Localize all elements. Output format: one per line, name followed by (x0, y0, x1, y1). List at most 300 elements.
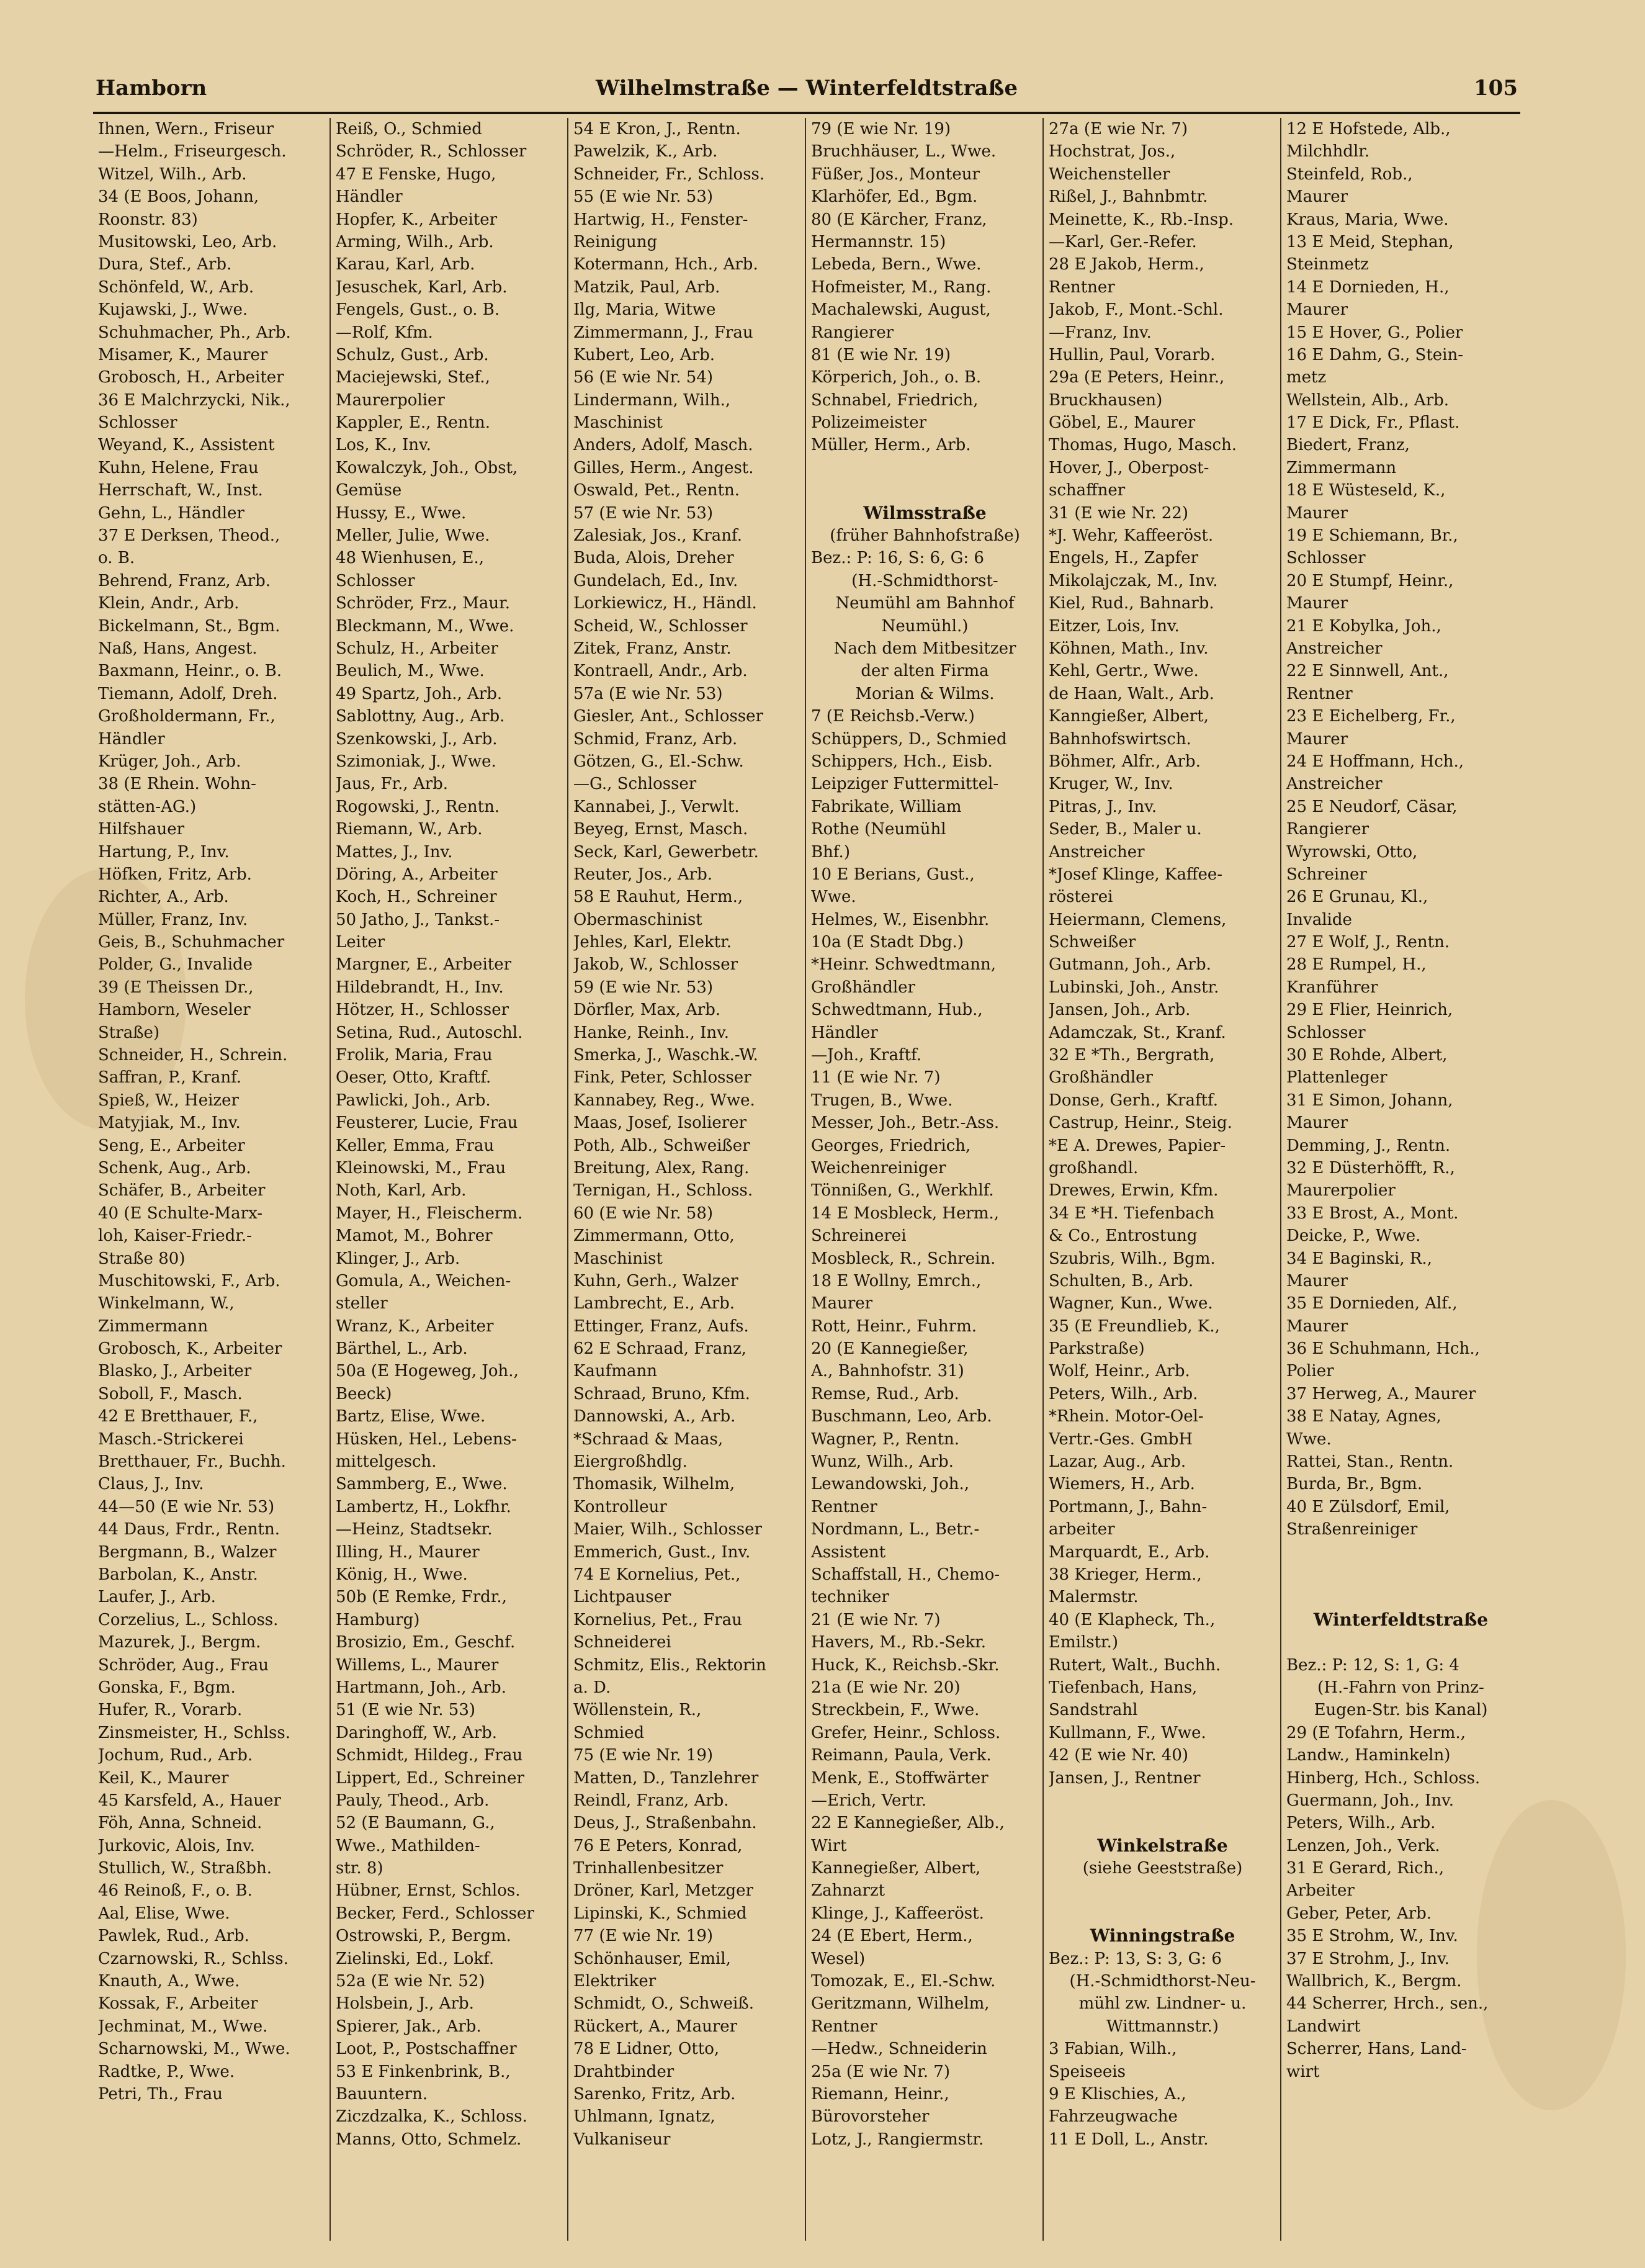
directory-entry: Rentner (1286, 684, 1353, 703)
directory-entry: Mazurek, J., Bergm. (98, 1633, 261, 1652)
directory-entry: Reinigung (573, 232, 658, 251)
street-note: Neumühl am Bahnhof (835, 594, 1015, 613)
directory-entry: Bleckmann, M., Wwe. (336, 616, 514, 636)
directory-entry: Anstreicher (1286, 639, 1383, 658)
directory-entry: Schraad, Bruno, Kfm. (573, 1384, 750, 1403)
directory-entry: Rangierer (811, 323, 894, 342)
directory-entry: Bez.: P: 16, S: 6, G: 6 (811, 549, 984, 568)
directory-entry: Lazar, Aug., Arb. (1049, 1452, 1186, 1472)
directory-entry: Maier, Wilh., Schlosser (573, 1520, 762, 1539)
directory-entry: Wunz, Wilh., Arb. (811, 1452, 954, 1472)
directory-entry: Riemann, W., Arb. (336, 820, 483, 839)
directory-entry: Havers, M., Rb.-Sekr. (811, 1633, 987, 1652)
directory-entry: Hartmann, Joh., Arb. (336, 1678, 506, 1697)
directory-entry: Streckbein, F., Wwe. (811, 1701, 980, 1720)
directory-entry: 46 Reinoß, F., o. B. (98, 1881, 253, 1901)
directory-entry: Schreinerei (811, 1226, 907, 1246)
directory-entry: Eitzer, Lois, Inv. (1049, 616, 1180, 636)
directory-entry: Hinberg, Hch., Schloss. (1286, 1768, 1481, 1788)
directory-entry: 58 E Rauhut, Herm., (573, 888, 743, 907)
directory-entry: Schenk, Aug., Arb. (98, 1158, 251, 1177)
directory-entry: Maurer (1286, 1271, 1348, 1290)
directory-entry: Föh, Anna, Schneid. (98, 1814, 262, 1833)
directory-entry: Bhf.) (811, 842, 850, 862)
directory-entry: Kannegießer, Albert, (811, 1859, 981, 1878)
directory-entry: Thomas, Hugo, Masch. (1049, 436, 1237, 455)
directory-entry: Weichenreiniger (811, 1158, 946, 1177)
directory-entry: Speiseeis (1049, 2062, 1126, 2081)
directory-entry: Kehl, Gertr., Wwe. (1049, 662, 1199, 681)
directory-entry: Stullich, W., Straßbh. (98, 1859, 272, 1878)
directory-entry: Landw., Haminkeln) (1286, 1746, 1451, 1765)
directory-entry: Hübner, Ernst, Schlos. (336, 1881, 521, 1901)
directory-entry: Gundelach, Ed., Inv. (573, 571, 738, 590)
directory-entry: Kubert, Leo, Arb. (573, 345, 715, 364)
street-note: (H.-Fahrn von Prinz- (1317, 1678, 1484, 1697)
directory-entry: Georges, Friedrich, (811, 1136, 971, 1155)
directory-entry: Trinhallenbesitzer (573, 1859, 724, 1878)
directory-entry: Maurer (1286, 1114, 1348, 1133)
directory-entry: Lambrecht, E., Arb. (573, 1294, 735, 1313)
street-note: Wittmannstr.) (1106, 2017, 1219, 2036)
directory-entry: Leipziger Futtermittel- (811, 775, 999, 794)
directory-entry: 44—50 (E wie Nr. 53) (98, 1497, 275, 1516)
directory-entry: Schlosser (1286, 1023, 1366, 1042)
directory-entry: Hartwig, H., Fenster- (573, 210, 748, 229)
directory-entry: Petri, Th., Frau (98, 2084, 223, 2104)
directory-entry: Donse, Gerh., Kraftf. (1049, 1091, 1219, 1110)
directory-entry: 35 E Strohm, W., Inv. (1286, 1927, 1458, 1946)
directory-entry: Lorkiewicz, H., Händl. (573, 594, 757, 613)
directory-entry: 20 E Stumpf, Heinr., (1286, 571, 1454, 590)
directory-entry: Saffran, P., Kranf. (98, 1068, 242, 1087)
directory-entry: Fabrikate, William (811, 797, 962, 816)
directory-entry: Helmes, W., Eisenbhr. (811, 910, 990, 929)
directory-entry: Bahnhofswirtsch. (1049, 729, 1191, 749)
directory-entry: Hamburg) (336, 1610, 420, 1629)
column-6 (1281, 118, 1519, 2241)
directory-entry: Portmann, J., Bahn- (1049, 1497, 1208, 1516)
directory-entry: Maurer (1286, 729, 1348, 749)
directory-entry: Dörfler, Max, Arb. (573, 1001, 721, 1020)
directory-entry: 34 (E Boos, Johann, (98, 187, 259, 207)
directory-entry: Kruger, W., Inv. (1049, 775, 1173, 794)
directory-entry: Bergmann, B., Walzer (98, 1542, 277, 1562)
directory-entry: Matyjiak, M., Inv. (98, 1114, 241, 1133)
directory-entry: Beulich, M., Wwe. (336, 662, 485, 681)
directory-entry: 28 E Rumpel, H., (1286, 955, 1427, 974)
directory-entry: 12 E Hofstede, Alb., (1286, 120, 1451, 138)
directory-entry: Jehles, Karl, Elektr. (573, 933, 732, 952)
directory-entry: Winkelmann, W., (98, 1294, 235, 1313)
directory-entry: Schröder, R., Schlosser (336, 142, 527, 161)
directory-entry: 20 (E Kannegießer, (811, 1339, 969, 1359)
directory-entry: Lippert, Ed., Schreiner (336, 1768, 524, 1788)
directory-entry: Mosbleck, R., Schrein. (811, 1249, 996, 1268)
directory-entry: Schneiderei (573, 1633, 671, 1652)
directory-entry: 57 (E wie Nr. 53) (573, 503, 714, 523)
directory-entry: Roonstr. 83) (98, 210, 198, 229)
header-town: Hamborn (96, 76, 207, 101)
directory-entry: Pawlicki, Joh., Arb. (336, 1091, 491, 1110)
directory-entry: Dura, Stef., Arb. (98, 255, 232, 274)
directory-entry: de Haan, Walt., Arb. (1049, 684, 1214, 703)
column-3 (568, 118, 806, 2241)
blank-line (811, 457, 1039, 479)
directory-entry: Geritzmann, Wilhelm, (811, 1994, 990, 2014)
directory-entry: Schneider, Fr., Schloss. (573, 164, 765, 184)
directory-entry: Mamot, M., Bohrer (336, 1226, 493, 1246)
directory-entry: 17 E Dick, Fr., Pflast. (1286, 413, 1460, 433)
directory-entry: Kujawski, J., Wwe. (98, 300, 248, 320)
directory-entry: Schmied (573, 1723, 645, 1742)
directory-entry: Trugen, B., Wwe. (811, 1091, 953, 1110)
directory-entry: Schmidt, O., Schweiß. (573, 1994, 755, 2014)
directory-entry: Müller, Franz, Inv. (98, 910, 248, 929)
directory-entry: Hamborn, Weseler (98, 1001, 251, 1020)
directory-entry: Jesuschek, Karl, Arb. (336, 277, 508, 297)
directory-entry: Bartz, Elise, Wwe. (336, 1407, 486, 1426)
directory-entry: Wagner, P., Rentn. (811, 1429, 960, 1449)
directory-entry: Reindl, Franz, Arb. (573, 1791, 729, 1810)
directory-entry: Menk, E., Stoffwärter (811, 1768, 988, 1788)
directory-entry: Rißel, J., Bahnbmtr. (1049, 187, 1208, 207)
directory-entry: Jurkovic, Alois, Inv. (98, 1836, 255, 1855)
directory-entry: —Franz, Inv. (1049, 323, 1152, 342)
directory-entry: 38 E Natay, Agnes, (1286, 1407, 1441, 1426)
directory-entry: Sarenko, Fritz, Arb. (573, 2084, 736, 2104)
directory-entry: Setina, Rud., Autoschl. (336, 1023, 523, 1042)
directory-entry: *Josef Klinge, Kaffee- (1049, 865, 1223, 884)
directory-entry: Poth, Alb., Schweißer (573, 1136, 750, 1155)
directory-entry: Drewes, Erwin, Kfm. (1049, 1181, 1219, 1200)
directory-entry: Kannabey, Reg., Wwe. (573, 1091, 755, 1110)
directory-entry: 49 Spartz, Joh., Arb. (336, 684, 503, 703)
directory-entry: Wallbrich, K., Bergm. (1286, 1972, 1462, 1991)
directory-entry: Seder, B., Maler u. (1049, 820, 1202, 839)
directory-entry: 37 E Derksen, Theod., (98, 526, 280, 546)
directory-entry: Rogowski, J., Rentn. (336, 797, 500, 816)
directory-entry: 51 (E wie Nr. 53) (336, 1701, 476, 1720)
directory-entry: Scheid, W., Schlosser (573, 616, 748, 636)
directory-entry: 27a (E wie Nr. 7) (1049, 120, 1188, 138)
directory-entry: 40 (E Klapheck, Th., (1049, 1610, 1216, 1629)
directory-entry: 36 E Schuhmann, Hch., (1286, 1339, 1480, 1359)
directory-entry: Plattenleger (1286, 1068, 1387, 1087)
directory-entry: Gilles, Herm., Angest. (573, 458, 754, 477)
directory-entry: Kranführer (1286, 978, 1378, 997)
directory-entry: Anstreicher (1049, 842, 1145, 862)
directory-entry: Schmid, Franz, Arb. (573, 729, 738, 749)
directory-entry: Bürovorsteher (811, 2107, 930, 2126)
directory-entry: *E A. Drewes, Papier- (1049, 1136, 1226, 1155)
directory-entry: 56 (E wie Nr. 54) (573, 368, 714, 387)
directory-entry: Lindermann, Wilh., (573, 390, 731, 410)
directory-entry: Spierer, Jak., Arb. (336, 2017, 482, 2036)
directory-entry: Buschmann, Leo, Arb. (811, 1407, 992, 1426)
directory-entry: Müller, Herm., Arb. (811, 436, 971, 455)
directory-entry: Kuhn, Gerh., Walzer (573, 1271, 738, 1290)
directory-entry: 77 (E wie Nr. 19) (573, 1927, 714, 1946)
directory-entry: Maurerpolier (336, 390, 445, 410)
directory-entry: 29a (E Peters, Heinr., (1049, 368, 1225, 387)
directory-entry: Emilstr.) (1049, 1633, 1119, 1652)
directory-entry: Wellstein, Alb., Arb. (1286, 390, 1450, 410)
directory-entry: Kannabei, J., Verwlt. (573, 797, 740, 816)
directory-entry: Baxmann, Heinr., o. B. (98, 662, 282, 681)
directory-entry: Schüppers, D., Schmied (811, 729, 1007, 749)
directory-entry: 55 (E wie Nr. 53) (573, 187, 714, 207)
street-note: (siehe Geeststraße) (1082, 1859, 1243, 1878)
directory-entry: Radtke, P., Wwe. (98, 2062, 235, 2081)
directory-entry: Maurer (1286, 594, 1348, 613)
directory-entry: Großhändler (1049, 1068, 1153, 1087)
directory-entry: 35 (E Freundlieb, K., (1049, 1316, 1220, 1336)
directory-entry: Anders, Adolf, Masch. (573, 436, 753, 455)
directory-entry: Schweißer (1049, 933, 1136, 952)
directory-entry: 57a (E wie Nr. 53) (573, 684, 723, 703)
directory-entry: Händler (811, 1023, 878, 1042)
directory-entry: Klarhöfer, Ed., Bgm. (811, 187, 978, 207)
directory-entry: Sammberg, E., Wwe. (336, 1475, 508, 1494)
directory-entry: Ihnen, Wern., Friseur (98, 120, 274, 138)
directory-entry: Lewandowski, Joh., (811, 1475, 969, 1494)
street-note: der alten Firma (861, 662, 989, 681)
directory-entry: 54 E Kron, J., Rentn. (573, 120, 741, 138)
directory-entry: Fengels, Gust., o. B. (336, 300, 500, 320)
directory-entry: Zielinski, Ed., Lokf. (336, 1949, 495, 1968)
directory-entry: 31 (E wie Nr. 22) (1049, 503, 1189, 523)
directory-entry: Manns, Otto, Schmelz. (336, 2130, 522, 2149)
directory-entry: Hochstrat, Jos., (1049, 142, 1176, 161)
directory-entry: Tiefenbach, Hans, (1049, 1678, 1198, 1697)
directory-entry: Zimmermann (1286, 458, 1397, 477)
directory-entry: Lipinski, K., Schmied (573, 1904, 747, 1923)
directory-entry: Wwe. (1286, 1429, 1332, 1449)
directory-entry: Breitung, Alex, Rang. (573, 1158, 750, 1177)
directory-entry: Hofmeister, M., Rang. (811, 277, 992, 297)
directory-entry: Händler (98, 729, 165, 749)
directory-entry: —Karl, Ger.-Refer. (1049, 232, 1197, 251)
directory-entry: Jochum, Rud., Arb. (98, 1746, 253, 1765)
directory-entry: 21 (E wie Nr. 7) (811, 1610, 941, 1629)
directory-entry: Händler (336, 187, 403, 207)
directory-entry: Arbeiter (1286, 1881, 1355, 1901)
directory-entry: Schlosser (98, 413, 177, 433)
directory-entry: Schröder, Frz., Maur. (336, 594, 510, 613)
directory-entry: Giesler, Ant., Schlosser (573, 707, 763, 726)
directory-entry: Jakob, F., Mont.-Schl. (1049, 300, 1224, 320)
directory-entry: 22 E Kannegießer, Alb., (811, 1814, 1005, 1833)
directory-entry: —Helm., Friseurgesch. (98, 142, 287, 161)
directory-entry: 76 E Peters, Konrad, (573, 1836, 743, 1855)
directory-entry: 31 E Gerard, Rich., (1286, 1859, 1445, 1878)
directory-entry: Gemüse (336, 481, 402, 500)
directory-entry: Weichensteller (1049, 164, 1170, 184)
directory-entry: Ternigan, H., Schloss. (573, 1181, 753, 1200)
directory-entry: Schulz, Gust., Arb. (336, 345, 489, 364)
directory-entry: Los, K., Inv. (336, 436, 431, 455)
directory-entry: 62 E Schraad, Franz, (573, 1339, 746, 1359)
directory-entry: 22 E Sinnwell, Ant., (1286, 662, 1449, 681)
directory-entry: Steinfeld, Rob., (1286, 164, 1413, 184)
header-street-range: Wilhelmstraße — Winterfeldtstraße (596, 76, 1018, 101)
directory-entry: Smerka, J., Waschk.-W. (573, 1046, 758, 1065)
directory-entry: 16 E Dahm, G., Stein- (1286, 345, 1463, 364)
directory-entry: Leiter (336, 933, 385, 952)
street-note: (H.-Schmidthorst- (851, 571, 998, 590)
street-note: Nach dem Mitbesitzer (833, 639, 1016, 658)
directory-entry: Musitowski, Leo, Arb. (98, 232, 277, 251)
blank-line (1049, 1812, 1276, 1834)
directory-entry: —Erich, Vertr. (811, 1791, 927, 1810)
directory-entry: Sablottny, Aug., Arb. (336, 707, 505, 726)
directory-entry: Corzelius, L., Schloss. (98, 1610, 279, 1629)
directory-entry: & Co., Entrostung (1049, 1226, 1198, 1246)
directory-entry: Richter, A., Arb. (98, 888, 229, 907)
directory-entry: 35 E Dornieden, Alf., (1286, 1294, 1458, 1313)
directory-entry: Bauuntern. (336, 2084, 428, 2104)
directory-entry: Klein, Andr., Arb. (98, 594, 240, 613)
directory-entry: 15 E Hover, G., Polier (1286, 323, 1463, 342)
directory-entry: 80 (E Kärcher, Franz, (811, 210, 987, 229)
street-heading: Winningstraße (1090, 1925, 1235, 1946)
directory-entry: Kraus, Maria, Wwe. (1286, 210, 1449, 229)
directory-entry: Gomula, A., Weichen- (336, 1271, 511, 1290)
directory-entry: 9 E Klischies, A., (1049, 2084, 1186, 2104)
directory-entry: Engels, H., Zapfer (1049, 549, 1199, 568)
street-heading: Winkelstraße (1097, 1835, 1228, 1856)
directory-entry: Kontraell, Andr., Arb. (573, 662, 748, 681)
directory-entry: Rattei, Stan., Rentn. (1286, 1452, 1454, 1472)
directory-entry: Kontrolleur (573, 1497, 667, 1516)
directory-entry: Schönfeld, W., Arb. (98, 277, 254, 297)
column-5 (1044, 118, 1281, 2241)
directory-entry: 53 E Finkenbrink, B., (336, 2062, 511, 2081)
directory-entry: Aal, Elise, Wwe. (98, 1904, 230, 1923)
directory-entry: Schreiner (1286, 865, 1367, 884)
directory-entry: Schneider, H., Schrein. (98, 1046, 288, 1065)
directory-entry: Bretthauer, Fr., Buchh. (98, 1452, 286, 1472)
directory-entry: 74 E Kornelius, Pet., (573, 1565, 741, 1584)
directory-entry: Grobosch, H., Arbeiter (98, 368, 284, 387)
directory-entry: Zimmermann, Otto, (573, 1226, 735, 1246)
directory-entry: Invalide (1286, 910, 1352, 929)
directory-entry: 38 (E Rhein. Wohn- (98, 775, 256, 794)
directory-entry: Machalewski, August, (811, 300, 991, 320)
directory-entry: 13 E Meid, Stephan, (1286, 232, 1454, 251)
directory-entry: —G., Schlosser (573, 775, 697, 794)
directory-entry: Emmerich, Gust., Inv. (573, 1542, 751, 1562)
directory-entry: Castrup, Heinr., Steig. (1049, 1114, 1232, 1133)
directory-entry: Knauth, A., Wwe. (98, 1972, 240, 1991)
directory-entry: Drahtbinder (573, 2062, 675, 2081)
directory-entry: Meller, Julie, Wwe. (336, 526, 490, 546)
blank-line (1286, 1586, 1515, 1608)
directory-entry: Maschinist (573, 1249, 663, 1268)
directory-entry: Schönhauser, Emil, (573, 1949, 731, 1968)
directory-entry: Ilg, Maria, Witwe (573, 300, 716, 320)
directory-entry: Hartung, P., Inv. (98, 842, 230, 862)
directory-entry: Peters, Wilh., Arb. (1049, 1384, 1198, 1403)
directory-entry: Schuhmacher, Ph., Arb. (98, 323, 291, 342)
directory-entry: Uhlmann, Ignatz, (573, 2107, 715, 2126)
directory-entry: *Heinr. Schwedtmann, (811, 955, 996, 974)
directory-entry: Seng, E., Arbeiter (98, 1136, 245, 1155)
directory-entry: Jansen, Joh., Arb. (1049, 1001, 1191, 1020)
directory-entry: 29 (E Tofahrn, Herm., (1286, 1723, 1466, 1742)
directory-entry: Rutert, Walt., Buchh. (1049, 1655, 1221, 1675)
directory-entry: Fink, Peter, Schlosser (573, 1068, 751, 1087)
directory-entry: 21 E Kobylka, Joh., (1286, 616, 1441, 636)
directory-entry: 36 E Malchrzycki, Nik., (98, 390, 290, 410)
directory-entry: Straße 80) (98, 1249, 186, 1268)
directory-entry: Wagner, Kun., Wwe. (1049, 1294, 1213, 1313)
directory-entry: Polizeimeister (811, 413, 927, 433)
directory-entry: loh, Kaiser-Friedr.- (98, 1226, 252, 1246)
directory-entry: 29 E Flier, Heinrich, (1286, 1001, 1453, 1020)
directory-entry: Adamczak, St., Kranf. (1049, 1023, 1226, 1042)
directory-entry: Szubris, Wilh., Bgm. (1049, 1249, 1216, 1268)
column-4 (806, 118, 1044, 2241)
directory-entry: 24 E Hoffmann, Hch., (1286, 752, 1464, 771)
directory-entry: Kornelius, Pet., Frau (573, 1610, 742, 1629)
directory-entry: Mikolajczak, M., Inv. (1049, 571, 1218, 590)
directory-entry: 21a (E wie Nr. 20) (811, 1678, 961, 1697)
directory-entry: 50b (E Remke, Frdr., (336, 1588, 507, 1607)
directory-entry: Margner, E., Arbeiter (336, 955, 512, 974)
directory-entry: Kossak, F., Arbeiter (98, 1994, 258, 2014)
directory-entry: Heiermann, Clemens, (1049, 910, 1227, 929)
directory-entry: 47 E Fenske, Hugo, (336, 164, 496, 184)
directory-entry: Kaufmann (573, 1362, 657, 1381)
directory-entry: 34 E *H. Tiefenbach (1049, 1204, 1215, 1223)
directory-entry: Spieß, W., Heizer (98, 1091, 239, 1110)
directory-entry: Maurer (1286, 503, 1348, 523)
directory-entry: Pitras, J., Inv. (1049, 797, 1157, 816)
directory-entry: Füßer, Jos., Monteur (811, 164, 980, 184)
directory-entry: 37 E Strohm, J., Inv. (1286, 1949, 1450, 1968)
directory-entry: Elektriker (573, 1972, 657, 1991)
directory-entry: Behrend, Franz, Arb. (98, 571, 271, 590)
directory-entry: Straßenreiniger (1286, 1520, 1418, 1539)
directory-entry: Beeck) (336, 1384, 392, 1403)
directory-entry: 42 E Bretthauer, F., (98, 1407, 258, 1426)
directory-entry: Hullin, Paul, Vorarb. (1049, 345, 1216, 364)
directory-entry: 59 (E wie Nr. 53) (573, 978, 714, 997)
directory-entry: Karau, Karl, Arb. (336, 255, 475, 274)
directory-entry: Hanke, Reinh., Inv. (573, 1023, 730, 1042)
directory-entry: 7 (E Reichsb.-Verw.) (811, 707, 975, 726)
directory-entry: Landwirt (1286, 2017, 1361, 2036)
street-note: (H.-Schmidthorst-Neu- (1069, 1972, 1256, 1991)
directory-entry: Maurer (811, 1294, 873, 1313)
directory-entry: mittelgesch. (336, 1452, 437, 1472)
directory-entry: Keller, Emma, Frau (336, 1136, 495, 1155)
directory-entry: Reuter, Jos., Arb. (573, 865, 712, 884)
directory-entry: Lichtpauser (573, 1588, 671, 1607)
directory-entry: Polier (1286, 1362, 1334, 1381)
directory-entry: Buda, Alois, Dreher (573, 549, 734, 568)
directory-entry: Bez.: P: 13, S: 3, G: 6 (1049, 1949, 1222, 1968)
directory-entry: Feusterer, Lucie, Frau (336, 1114, 518, 1133)
directory-entry: Remse, Rud., Arb. (811, 1384, 959, 1403)
directory-entry: 25a (E wie Nr. 7) (811, 2062, 950, 2081)
directory-entry: Tönnißen, G., Werkhlf. (811, 1181, 994, 1200)
directory-entry: Jaus, Fr., Arb. (336, 775, 449, 794)
blank-line (811, 479, 1039, 502)
directory-entry: 44 Daus, Frdr., Rentn. (98, 1520, 280, 1539)
